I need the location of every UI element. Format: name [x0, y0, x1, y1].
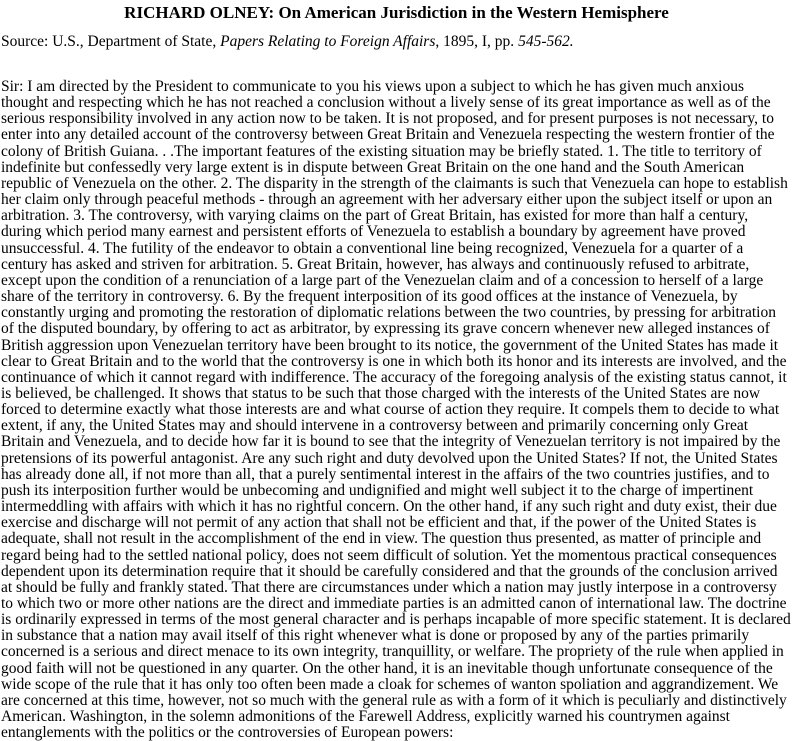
source-page-range: 545-562.	[518, 33, 574, 50]
source-line	[1, 34, 792, 50]
document-title: RICHARD OLNEY: On American Jurisdiction in the Western Hemisphere	[124, 3, 669, 22]
source-citation-middle: , 1895, I, pp.	[435, 33, 519, 50]
source-work-title: Papers Relating to Foreign Affairs	[220, 33, 436, 50]
body-paragraph: Sir: I am directed by the President to communicate to you his views upon a subject to which he has given much anxious thought and respecting which he has not reached a conclusion without a lively sense of its great importance as well as of the serious responsibility involved in any action now to be taken. It is not proposed, and for present purposes is not necessary, to enter into any detailed account of the controversy between Great Britain and Venezuela respecting the western frontier of the colony of British Guiana. . .The important features of the existing situation may be briefly stated. 1. The title to territory of indefinite but confessedly very large extent is in dispute between Great Britain on the one hand and the South American republic of Venezuela on the other. 2. The disparity in the strength of the claimants is such that Venezuela can hope to establish her claim only through peaceful methods - through an agreement with her adversary either upon the subject itself or upon an arbitration. 3. The controversy, with varying claims on the part of Great Britain, has existed for more than half a century, during which period many earnest and persistent efforts of Venezuela to establish a boundary by agreement have proved unsuccessful. 4. The futility of the endeavor to obtain a conventional line being recognized, Venezuela for a quarter of a century has asked and striven for arbitration. 5. Great Britain, however, has always and continuously refused to arbitrate, except upon the condition of a renunciation of a large part of the Venezuelan claim and of a concession to herself of a large share of the territory in controversy. 6. By the frequent interposition of its good offices at the instance of Venezuela, by constantly urging and promoting the restoration of diplomatic relations between the two countries, by pressing for arbitration of the disputed boundary, by offering to act as arbitrator, by expressing its grave concern whenever new alleged instances of British aggression upon Venezuelan territory have been brought to its notice, the government of the United States has made it clear to Great Britain and to the world that the controversy is one in which both its honor and its interests are involved, and the continuance of which it cannot regard with indifference. The accuracy of the foregoing analysis of the existing status cannot, it is believed, be challenged. It shows that status to be such that those charged with the interests of the United States are now forced to determine exactly what those interests are and what course of action they require. It compels them to decide to what extent, if any, the United States may and should intervene in a controversy between and primarily concerning only Great Britain and Venezuela, and to decide how far it is bound to see that the integrity of Venezuelan territory is not impaired by the pretensions of its powerful antagonist. Are any such right and duty devolved upon the United States? If not, the United States has already done all, if not more than all, that a purely sentimental interest in the affairs of the two countries justifies, and to push its interposition further would be unbecoming and undignified and might well subject it to the charge of impertinent intermeddling with affairs with which it has no rightful concern. On the other hand, if any such right and duty exist, their due exercise and discharge will not permit of any action that shall not be efficient and that, if the power of the United States is adequate, shall not result in the accomplishment of the end in view. The question thus presented, as matter of principle and regard being had to the settled national policy, does not seem difficult of solution. Yet the momentous practical consequences dependent upon its determination require that it should be carefully considered and that the grounds of the conclusion arrived at should be fully and frankly stated. That there are circumstances under which a nation may justly interpose in a controversy to which two or more other nations are the direct and immediate parties is an admitted canon of international law. The doctrine is ordinarily expressed in terms of the most general character and is perhaps incapable of more specific statement. It is declared in substance that a nation may avail itself of this right whenever what is done or proposed by any of the parties primarily concerned is a serious and direct menace to its own integrity, tranquillity, or welfare. The propriety of the rule when applied in good faith will not be questioned in any quarter. On the other hand, it is an inevitable though unfortunate consequence of the wide scope of the rule that it has only too often been made a cloak for schemes of wanton spoliation and aggrandizement. We are concerned at this time, however, not so much with the general rule as with a form of it which is peculiarly and distinctively American. Washington, in the solemn admonitions of the Farewell Address, explicitly warned his countrymen against entanglements with the politics or the controversies of European powers:	[1, 78, 791, 741]
source-prefix: Source: U.S., Department of State,	[1, 33, 221, 50]
